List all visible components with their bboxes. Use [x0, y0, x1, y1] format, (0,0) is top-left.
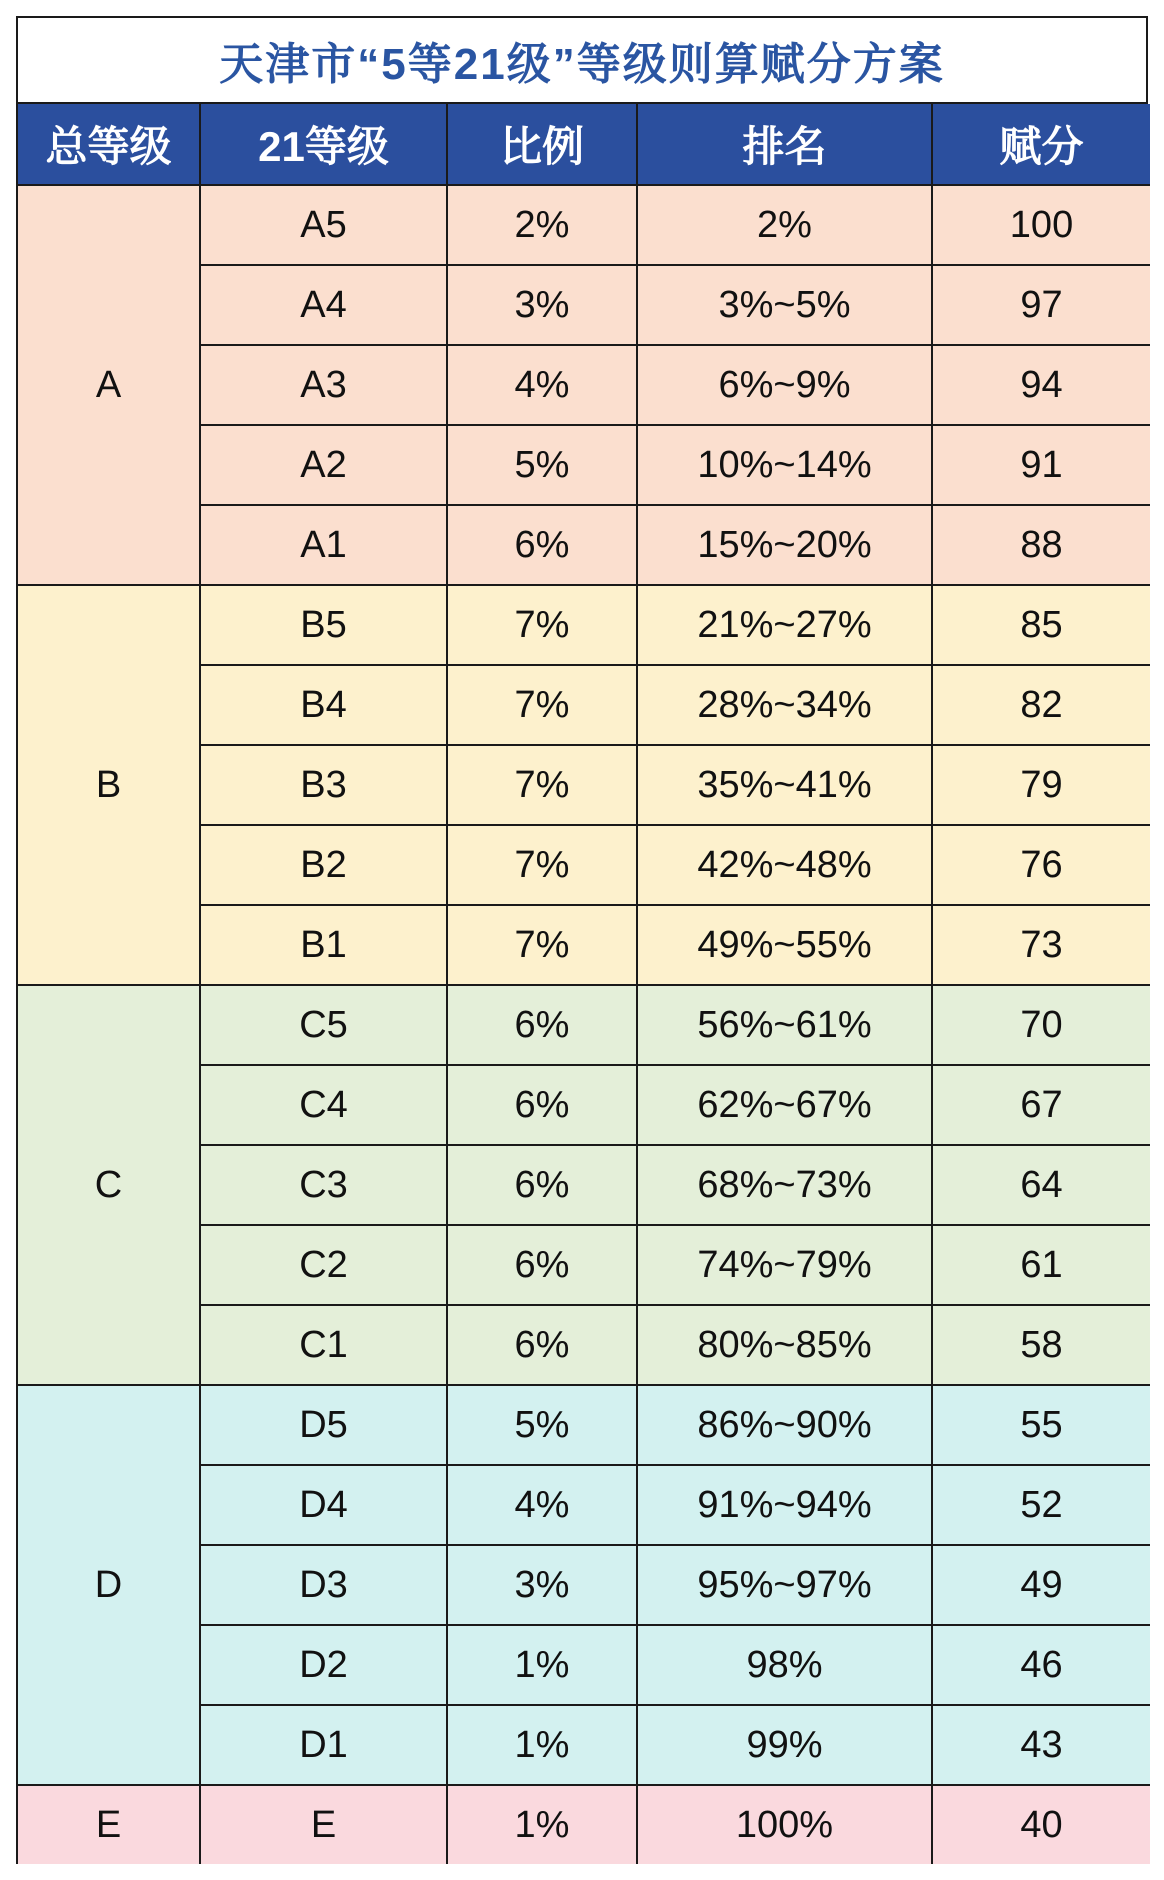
rank-cell: 98% — [637, 1625, 932, 1705]
header-21-level: 21等级 — [200, 104, 447, 185]
score-cell: 70 — [932, 985, 1150, 1065]
ratio-cell: 7% — [447, 585, 637, 665]
total-grade-cell: C — [18, 985, 200, 1385]
table-row — [18, 985, 1150, 1065]
ratio-cell: 6% — [447, 1225, 637, 1305]
score-cell: 55 — [932, 1385, 1150, 1465]
rank-cell: 28%~34% — [637, 665, 932, 745]
table-body — [18, 185, 1150, 1864]
level-cell: A5 — [200, 185, 447, 265]
score-cell: 40 — [932, 1785, 1150, 1864]
level-cell: A1 — [200, 505, 447, 585]
total-grade-cell: E — [18, 1785, 200, 1864]
page-title: 天津市“5等21级”等级则算赋分方案 — [18, 18, 1146, 104]
score-cell: 52 — [932, 1465, 1150, 1545]
ratio-cell: 1% — [447, 1625, 637, 1705]
score-cell: 73 — [932, 905, 1150, 985]
score-cell: 79 — [932, 745, 1150, 825]
rank-cell: 35%~41% — [637, 745, 932, 825]
level-cell: C3 — [200, 1145, 447, 1225]
level-cell: B3 — [200, 745, 447, 825]
ratio-cell: 6% — [447, 1145, 637, 1225]
table-row — [18, 1385, 1150, 1465]
table-row — [18, 585, 1150, 665]
level-cell: D1 — [200, 1705, 447, 1785]
score-cell: 49 — [932, 1545, 1150, 1625]
ratio-cell: 6% — [447, 1065, 637, 1145]
level-cell: A3 — [200, 345, 447, 425]
ratio-cell: 5% — [447, 425, 637, 505]
ratio-cell: 2% — [447, 185, 637, 265]
ratio-cell: 3% — [447, 265, 637, 345]
score-cell: 85 — [932, 585, 1150, 665]
level-cell: B5 — [200, 585, 447, 665]
rank-cell: 15%~20% — [637, 505, 932, 585]
ratio-cell: 7% — [447, 745, 637, 825]
rank-cell: 99% — [637, 1705, 932, 1785]
ratio-cell: 6% — [447, 985, 637, 1065]
score-cell: 76 — [932, 825, 1150, 905]
score-cell: 97 — [932, 265, 1150, 345]
table-row — [18, 1785, 1150, 1864]
rank-cell: 6%~9% — [637, 345, 932, 425]
ratio-cell: 7% — [447, 905, 637, 985]
rank-cell: 21%~27% — [637, 585, 932, 665]
ratio-cell: 4% — [447, 345, 637, 425]
ratio-cell: 7% — [447, 825, 637, 905]
score-cell: 67 — [932, 1065, 1150, 1145]
score-cell: 43 — [932, 1705, 1150, 1785]
score-cell: 61 — [932, 1225, 1150, 1305]
level-cell: D2 — [200, 1625, 447, 1705]
level-cell: D4 — [200, 1465, 447, 1545]
score-cell: 64 — [932, 1145, 1150, 1225]
level-cell: A4 — [200, 265, 447, 345]
level-cell: B4 — [200, 665, 447, 745]
score-cell: 94 — [932, 345, 1150, 425]
ratio-cell: 6% — [447, 1305, 637, 1385]
rank-cell: 56%~61% — [637, 985, 932, 1065]
ratio-cell: 1% — [447, 1705, 637, 1785]
rank-cell: 100% — [637, 1785, 932, 1864]
header-score: 赋分 — [932, 104, 1150, 185]
score-cell: 100 — [932, 185, 1150, 265]
rank-cell: 86%~90% — [637, 1385, 932, 1465]
level-cell: B2 — [200, 825, 447, 905]
rank-cell: 68%~73% — [637, 1145, 932, 1225]
level-cell: D5 — [200, 1385, 447, 1465]
header-rank: 排名 — [637, 104, 932, 185]
score-cell: 91 — [932, 425, 1150, 505]
rank-cell: 2% — [637, 185, 932, 265]
grade-table — [18, 104, 1150, 1864]
level-cell: B1 — [200, 905, 447, 985]
level-cell: E — [200, 1785, 447, 1864]
ratio-cell: 3% — [447, 1545, 637, 1625]
score-cell: 46 — [932, 1625, 1150, 1705]
ratio-cell: 7% — [447, 665, 637, 745]
table-row — [18, 185, 1150, 265]
rank-cell: 49%~55% — [637, 905, 932, 985]
ratio-cell: 5% — [447, 1385, 637, 1465]
rank-cell: 10%~14% — [637, 425, 932, 505]
rank-cell: 42%~48% — [637, 825, 932, 905]
ratio-cell: 1% — [447, 1785, 637, 1864]
ratio-cell: 6% — [447, 505, 637, 585]
level-cell: C1 — [200, 1305, 447, 1385]
total-grade-cell: D — [18, 1385, 200, 1785]
header-total-grade: 总等级 — [18, 104, 200, 185]
score-cell: 58 — [932, 1305, 1150, 1385]
ratio-cell: 4% — [447, 1465, 637, 1545]
level-cell: C4 — [200, 1065, 447, 1145]
level-cell: C5 — [200, 985, 447, 1065]
table-header — [18, 104, 1150, 185]
rank-cell: 95%~97% — [637, 1545, 932, 1625]
rank-cell: 62%~67% — [637, 1065, 932, 1145]
rank-cell: 91%~94% — [637, 1465, 932, 1545]
header-ratio: 比例 — [447, 104, 637, 185]
total-grade-cell: B — [18, 585, 200, 985]
score-cell: 82 — [932, 665, 1150, 745]
rank-cell: 3%~5% — [637, 265, 932, 345]
level-cell: C2 — [200, 1225, 447, 1305]
total-grade-cell: A — [18, 185, 200, 585]
header-row — [18, 104, 1150, 185]
level-cell: D3 — [200, 1545, 447, 1625]
rank-cell: 80%~85% — [637, 1305, 932, 1385]
level-cell: A2 — [200, 425, 447, 505]
grading-table-sheet — [16, 16, 1148, 1864]
score-cell: 88 — [932, 505, 1150, 585]
rank-cell: 74%~79% — [637, 1225, 932, 1305]
